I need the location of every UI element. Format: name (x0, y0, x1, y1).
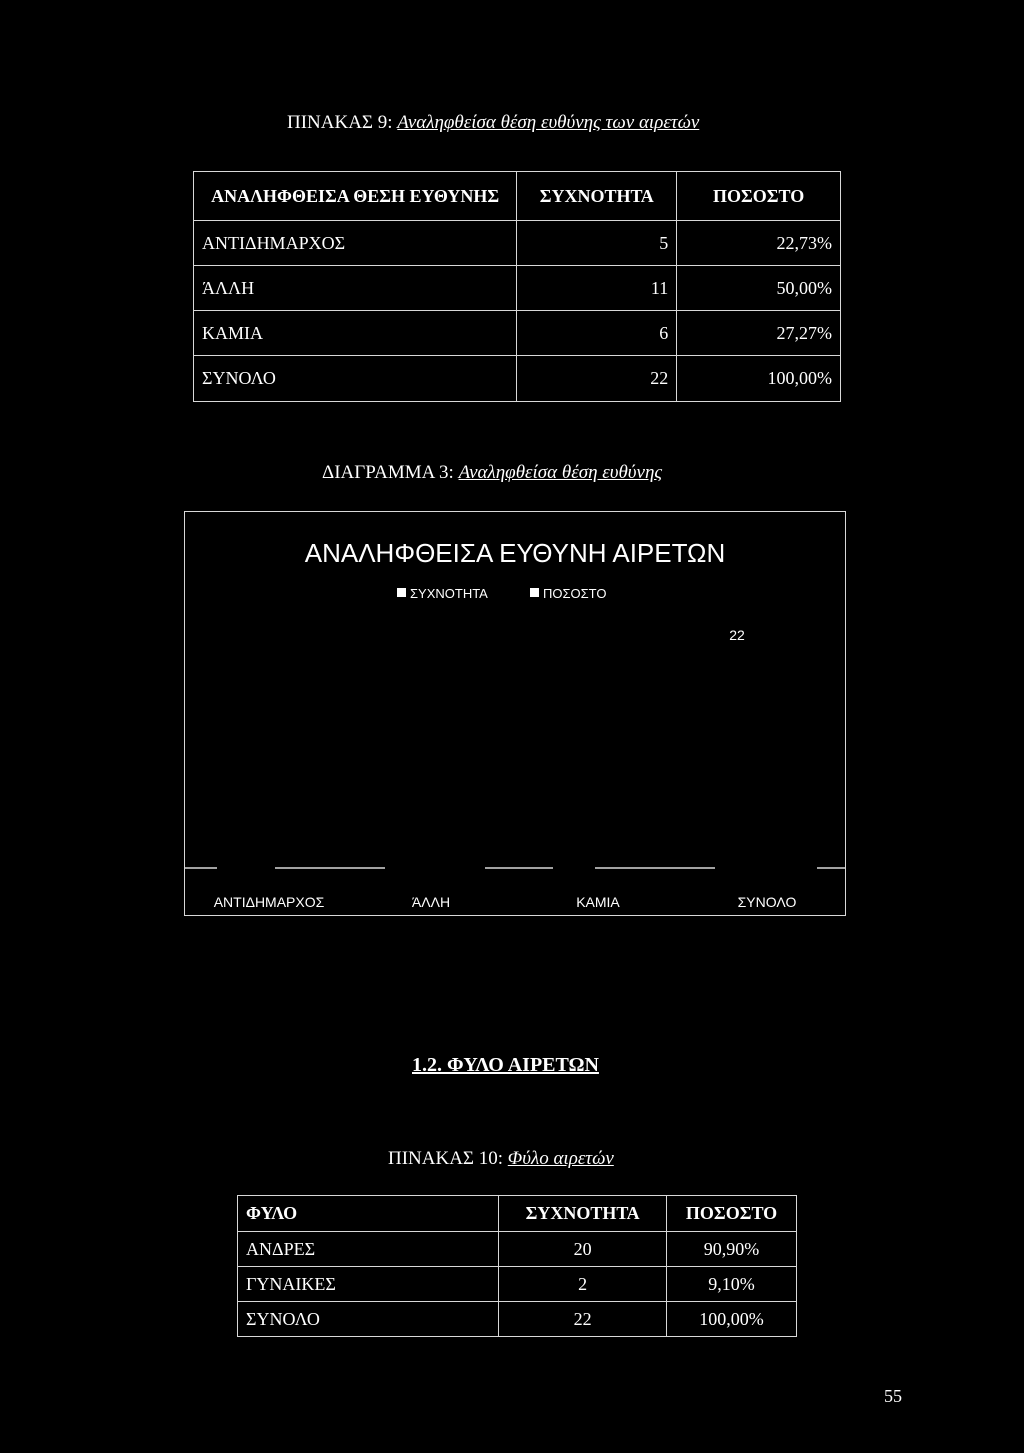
table9 (193, 171, 841, 402)
table10-cell-percent: 9,10% (667, 1267, 797, 1302)
category-label-2: ΆΛΛΗ (411, 894, 451, 910)
legend-label-1: ΣΥΧΝΟΤΗΤΑ (410, 586, 488, 601)
table10-header-gender: ΦΥΛΟ (238, 1196, 499, 1232)
category-label-3: ΚΑΜΙΑ (576, 894, 620, 910)
diagram3-caption-title: Αναληφθείσα θέση ευθύνης (458, 462, 663, 483)
table10-cell-percent: 90,90% (667, 1232, 797, 1267)
table10-cell-frequency: 20 (499, 1232, 667, 1267)
table10-caption-prefix: ΠΙΝΑΚΑΣ 10: (388, 1148, 508, 1169)
diagram3-caption-prefix: ΔΙΑΓΡΑΜΜΑ 3: (322, 462, 459, 483)
bar-1-2 (403, 760, 421, 868)
bar-2-3 (580, 865, 598, 868)
legend-swatch-1 (397, 588, 406, 597)
data-label-total: 22 (729, 627, 745, 643)
table9-caption (287, 112, 699, 134)
table9-cell-frequency: 22 (517, 356, 677, 402)
table9-cell-frequency: 5 (517, 221, 677, 266)
table-row-total (238, 1302, 797, 1337)
bar-1-1 (256, 819, 274, 868)
bar-1-3 (562, 809, 580, 868)
table10 (237, 1195, 797, 1337)
table-row-total (194, 356, 841, 402)
table9-cell-label: ΣΥΝΟΛΟ (194, 356, 517, 402)
table10-caption-title: Φύλο αιρετών (507, 1148, 614, 1169)
section-heading: 1.2. ΦΥΛΟ ΑΙΡΕΤΩΝ (412, 1054, 599, 1076)
table10-header-percent: ΠΟΣΟΣΤΟ (667, 1196, 797, 1232)
category-label-4: ΣΥΝΟΛΟ (737, 894, 797, 910)
table9-header-position: ΑΝΑΛΗΦΘΕΙΣΑ ΘΕΣΗ ΕΥΘΥΝΗΣ (194, 172, 517, 221)
chart-title: ΑΝΑΛΗΦΘΕΙΣΑ ΕΥΘΥΝΗ ΑΙΡΕΤΩΝ (304, 538, 726, 568)
table9-cell-percent: 22,73% (677, 221, 841, 266)
table10-cell-label: ΣΥΝΟΛΟ (238, 1302, 499, 1337)
table10-cell-percent: 100,00% (667, 1302, 797, 1337)
chart (184, 511, 846, 916)
table9-cell-label: ΑΝΤΙΔΗΜΑΡΧΟΣ (194, 221, 517, 266)
diagram3-caption (322, 462, 662, 484)
chart-svg (185, 512, 845, 915)
table10-cell-frequency: 2 (499, 1267, 667, 1302)
table9-cell-percent: 50,00% (677, 266, 841, 311)
table10-header-frequency: ΣΥΧΝΟΤΗΤΑ (499, 1196, 667, 1232)
table9-cell-label: ΚΑΜΙΑ (194, 311, 517, 356)
table-row (194, 266, 841, 311)
legend-swatch-2 (530, 588, 539, 597)
table9-cell-frequency: 6 (517, 311, 677, 356)
table10-header-row (238, 1196, 797, 1232)
bar-2-2 (421, 863, 439, 868)
bar-2-4 (743, 858, 761, 868)
page-number: 55 (884, 1386, 902, 1406)
table9-header-frequency: ΣΥΧΝΟΤΗΤΑ (517, 172, 677, 221)
table9-cell-percent: 100,00% (677, 356, 841, 402)
table-row (194, 311, 841, 356)
table9-header-percent: ΠΟΣΟΣΤΟ (677, 172, 841, 221)
table9-cell-label: ΆΛΛΗ (194, 266, 517, 311)
table-row (238, 1267, 797, 1302)
table9-header-row (194, 172, 841, 221)
table10-cell-label: ΑΝΔΡΕΣ (238, 1232, 499, 1267)
table10-caption (388, 1148, 614, 1170)
bar-1-4 (725, 652, 743, 868)
table9-cell-frequency: 11 (517, 266, 677, 311)
table9-caption-prefix: ΠΙΝΑΚΑΣ 9: (287, 112, 398, 133)
table9-caption-title: Αναληφθείσα θέση ευθύνης των αιρετών (397, 112, 700, 133)
table10-cell-label: ΓΥΝΑΙΚΕΣ (238, 1267, 499, 1302)
legend-label-2: ΠΟΣΟΣΤΟ (543, 586, 607, 601)
table-row (238, 1232, 797, 1267)
table-row (194, 221, 841, 266)
table10-cell-frequency: 22 (499, 1302, 667, 1337)
category-label-1: ΑΝΤΙΔΗΜΑΡΧΟΣ (213, 894, 325, 910)
table9-cell-percent: 27,27% (677, 311, 841, 356)
